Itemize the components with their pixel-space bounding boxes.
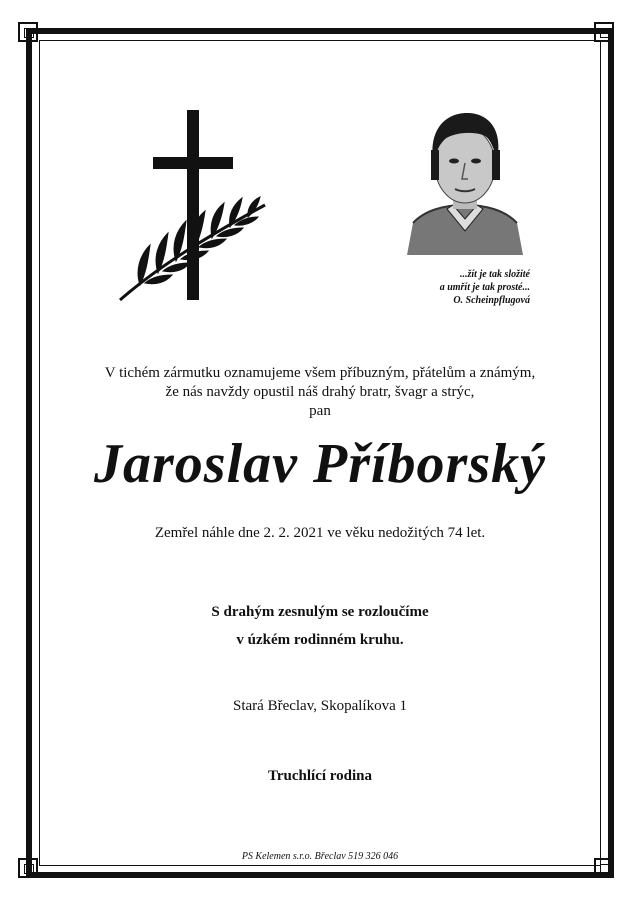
farewell-text (60, 598, 580, 654)
quote-line-2: a umřít je tak prosté... (439, 282, 530, 293)
corner-ornament-bottom-right (594, 858, 614, 878)
family-signature: Truchlící rodina (267, 768, 373, 784)
corner-ornament-bottom-left (18, 858, 38, 878)
corner-ornament-top-left (18, 22, 38, 42)
address: Stará Břeclav, Skopalíkova 1 (233, 698, 407, 714)
portrait-photo (405, 105, 525, 255)
announcement-line-3: pan (309, 403, 331, 419)
quote-line-1: ...žít je tak složité (460, 269, 530, 280)
farewell-line-2: v úzkém rodinném kruhu. (236, 632, 404, 648)
corner-ornament-top-right (594, 22, 614, 42)
farewell-line-1: S drahým zesnulým se rozloučíme (211, 604, 429, 620)
deceased-name: Jaroslav Příborský (94, 433, 546, 495)
quote-author: O. Scheinpflugová (453, 295, 530, 306)
announcement-line-2: že nás navždy opustil náš drahý bratr, švagr a strýc, (165, 384, 475, 400)
death-notice: Zemřel náhle dne 2. 2. 2021 ve věku nedožitých 74 let. (154, 525, 486, 541)
announcement-line-1: V tichém zármutku oznamujeme všem příbuzným, přátelům a známým, (104, 365, 536, 381)
cross-with-palm-icon (110, 105, 280, 310)
announcement-text (60, 364, 580, 421)
printer-footer: PS Kelemen s.r.o. Břeclav 519 326 046 (241, 851, 399, 862)
quote-block (395, 268, 530, 307)
